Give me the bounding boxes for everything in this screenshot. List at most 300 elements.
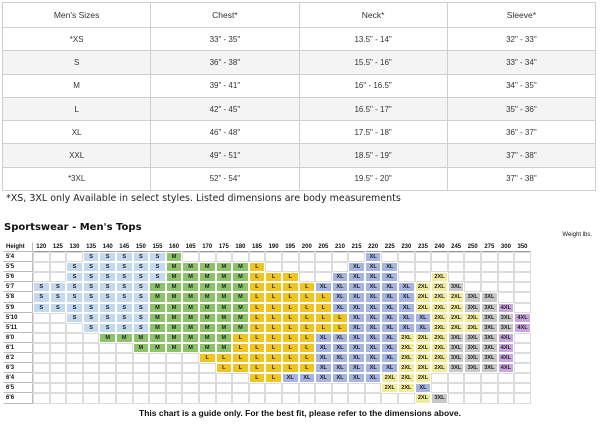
size-cell: S <box>99 323 116 333</box>
weight-column-header: 245 <box>448 242 465 252</box>
size-cell: S <box>50 282 67 292</box>
size-cell: L <box>265 303 282 313</box>
size-cell: XL <box>332 333 349 343</box>
chart-note: This chart is a guide only. For the best fit, please refer to the dimensions above. <box>139 408 461 418</box>
empty-cell <box>299 393 316 403</box>
weight-column-header: 220 <box>365 242 382 252</box>
empty-cell <box>66 383 83 393</box>
size-cell: S <box>99 313 116 323</box>
height-label: Height <box>3 242 33 252</box>
empty-cell <box>398 262 415 272</box>
height-row <box>3 272 531 282</box>
size-cell: 2XL <box>448 303 465 313</box>
table-row <box>3 28 596 51</box>
size-cell: 3XL <box>464 303 481 313</box>
height-row <box>3 333 531 343</box>
size-cell: S <box>99 303 116 313</box>
size-cell: S <box>83 262 100 272</box>
size-cell: XL <box>332 363 349 373</box>
empty-cell <box>83 343 100 353</box>
size-cell: XL <box>365 272 382 282</box>
size-cell: 2XL <box>381 373 398 383</box>
size-cell: L <box>282 272 299 282</box>
column-header: Men's Sizes <box>3 3 151 28</box>
empty-cell <box>83 373 100 383</box>
height-label: 5'4 <box>3 252 33 262</box>
size-cell: 3XL <box>498 323 515 333</box>
table-cell: L <box>3 97 151 120</box>
empty-cell <box>514 292 531 302</box>
size-cell: 2XL <box>398 333 415 343</box>
size-cell: M <box>166 313 183 323</box>
table-row <box>3 121 596 144</box>
empty-cell <box>481 373 498 383</box>
size-cell: L <box>249 303 266 313</box>
size-cell: S <box>83 292 100 302</box>
table-row <box>3 97 596 120</box>
size-cell: L <box>299 323 316 333</box>
size-cell: 3XL <box>464 343 481 353</box>
size-cell: S <box>33 303 50 313</box>
empty-cell <box>498 393 515 403</box>
empty-cell <box>481 272 498 282</box>
size-cell: XL <box>381 333 398 343</box>
empty-cell <box>514 252 531 262</box>
size-cell: XL <box>315 282 332 292</box>
size-cell: L <box>232 363 249 373</box>
size-cell: M <box>216 272 233 282</box>
size-cell: L <box>216 363 233 373</box>
size-cell: L <box>299 343 316 353</box>
size-cell: M <box>216 303 233 313</box>
size-cell: XL <box>365 262 382 272</box>
size-cell: M <box>149 343 166 353</box>
size-cell: L <box>265 343 282 353</box>
empty-cell <box>199 252 216 262</box>
empty-cell <box>514 262 531 272</box>
height-row <box>3 252 531 262</box>
size-cell: L <box>265 333 282 343</box>
empty-cell <box>149 373 166 383</box>
empty-cell <box>282 383 299 393</box>
size-cell: 2XL <box>398 383 415 393</box>
empty-cell <box>249 393 266 403</box>
size-cell: L <box>299 333 316 343</box>
size-cell: XL <box>415 323 432 333</box>
size-cell: M <box>216 343 233 353</box>
size-cell: XL <box>348 292 365 302</box>
size-cell: 2XL <box>415 343 432 353</box>
empty-cell <box>398 252 415 262</box>
empty-cell <box>66 333 83 343</box>
size-cell: 2XL <box>431 323 448 333</box>
height-label: 5'7 <box>3 282 33 292</box>
size-cell: M <box>99 333 116 343</box>
size-cell: M <box>199 262 216 272</box>
size-cell: S <box>99 272 116 282</box>
size-cell: XL <box>381 363 398 373</box>
empty-cell <box>315 262 332 272</box>
table-cell: 17.5" - 18" <box>299 121 447 144</box>
size-cell: XL <box>365 323 382 333</box>
empty-cell <box>431 383 448 393</box>
empty-cell <box>33 262 50 272</box>
size-cell: L <box>232 353 249 363</box>
size-cell: XL <box>332 272 349 282</box>
empty-cell <box>464 272 481 282</box>
empty-cell <box>33 343 50 353</box>
size-cell: M <box>149 303 166 313</box>
height-row <box>3 353 531 363</box>
size-cell: 3XL <box>481 363 498 373</box>
empty-cell <box>415 252 432 262</box>
table-cell: 13.5" - 14" <box>299 28 447 51</box>
empty-cell <box>398 393 415 403</box>
size-cell: 3XL <box>481 313 498 323</box>
size-cell: XL <box>365 252 382 262</box>
size-cell: S <box>133 303 150 313</box>
size-cell: M <box>199 343 216 353</box>
size-cell: 2XL <box>431 303 448 313</box>
weight-label: Weight lbs. <box>562 232 592 238</box>
empty-cell <box>50 272 67 282</box>
size-cell: 3XL <box>498 313 515 323</box>
size-cell: M <box>149 333 166 343</box>
empty-cell <box>166 383 183 393</box>
table-cell: XXL <box>3 144 151 167</box>
size-cell: S <box>50 303 67 313</box>
height-row <box>3 292 531 302</box>
empty-cell <box>116 353 133 363</box>
size-cell: M <box>149 323 166 333</box>
sportswear-title: Sportswear - Men's Tops <box>4 222 142 233</box>
empty-cell <box>50 373 67 383</box>
size-cell: XL <box>381 272 398 282</box>
size-cell: 3XL <box>464 292 481 302</box>
size-cell: XL <box>332 343 349 353</box>
height-row <box>3 383 531 393</box>
size-cell: L <box>249 272 266 282</box>
empty-cell <box>381 393 398 403</box>
empty-cell <box>448 383 465 393</box>
empty-cell <box>33 333 50 343</box>
empty-cell <box>431 262 448 272</box>
size-cell: XL <box>398 282 415 292</box>
size-cell: 2XL <box>464 313 481 323</box>
empty-cell <box>66 393 83 403</box>
size-cell: 2XL <box>431 282 448 292</box>
size-cell: M <box>232 262 249 272</box>
size-cell: M <box>232 282 249 292</box>
size-cell: 4XL <box>514 323 531 333</box>
table-cell: *3XL <box>3 167 151 190</box>
empty-cell <box>365 393 382 403</box>
table-cell: 37" - 38" <box>447 144 595 167</box>
empty-cell <box>431 252 448 262</box>
size-cell: L <box>282 333 299 343</box>
height-row <box>3 262 531 272</box>
size-cell: XL <box>348 282 365 292</box>
size-cell: M <box>149 282 166 292</box>
size-cell: XL <box>332 303 349 313</box>
empty-cell <box>50 323 67 333</box>
empty-cell <box>448 373 465 383</box>
size-cell: XL <box>332 282 349 292</box>
empty-cell <box>83 393 100 403</box>
size-cell: S <box>83 272 100 282</box>
table-cell: 36" - 38" <box>151 51 299 74</box>
empty-cell <box>514 343 531 353</box>
empty-cell <box>398 272 415 282</box>
size-cell: S <box>33 282 50 292</box>
size-cell: 2XL <box>448 323 465 333</box>
empty-cell <box>299 262 316 272</box>
empty-cell <box>232 383 249 393</box>
size-cell: S <box>116 323 133 333</box>
size-cell: L <box>315 292 332 302</box>
empty-cell <box>448 393 465 403</box>
weight-header-row <box>3 242 531 252</box>
size-cell: XL <box>315 343 332 353</box>
height-row <box>3 323 531 333</box>
empty-cell <box>66 343 83 353</box>
size-cell: 2XL <box>431 313 448 323</box>
size-cell: XL <box>348 353 365 363</box>
size-cell: XL <box>348 272 365 282</box>
weight-column-header: 225 <box>381 242 398 252</box>
size-cell: 2XL <box>415 393 432 403</box>
empty-cell <box>216 383 233 393</box>
size-cell: M <box>216 282 233 292</box>
size-cell: L <box>332 313 349 323</box>
empty-cell <box>448 262 465 272</box>
size-cell: L <box>282 353 299 363</box>
empty-cell <box>116 393 133 403</box>
empty-cell <box>33 252 50 262</box>
table-row <box>3 51 596 74</box>
size-cell: 3XL <box>481 303 498 313</box>
empty-cell <box>514 363 531 373</box>
empty-cell <box>50 252 67 262</box>
height-row <box>3 373 531 383</box>
size-cell: S <box>116 303 133 313</box>
size-cell: L <box>282 282 299 292</box>
size-cell: M <box>182 333 199 343</box>
size-cell: S <box>133 262 150 272</box>
height-row <box>3 363 531 373</box>
size-cell: L <box>315 313 332 323</box>
empty-cell <box>464 393 481 403</box>
size-cell: 3XL <box>464 363 481 373</box>
size-cell: S <box>133 272 150 282</box>
table-cell: 52" - 54" <box>151 167 299 190</box>
empty-cell <box>99 343 116 353</box>
size-cell: XL <box>365 353 382 363</box>
weight-column-header: 165 <box>182 242 199 252</box>
empty-cell <box>50 333 67 343</box>
empty-cell <box>315 252 332 262</box>
size-cell: XL <box>348 373 365 383</box>
size-cell: L <box>315 303 332 313</box>
weight-column-header: 185 <box>249 242 266 252</box>
size-cell: XL <box>365 292 382 302</box>
size-cell: 2XL <box>398 353 415 363</box>
empty-cell <box>33 383 50 393</box>
empty-cell <box>166 353 183 363</box>
empty-cell <box>50 343 67 353</box>
empty-cell <box>149 353 166 363</box>
empty-cell <box>299 252 316 262</box>
weight-column-header: 210 <box>332 242 349 252</box>
empty-cell <box>166 363 183 373</box>
table-cell: S <box>3 51 151 74</box>
size-cell: S <box>66 292 83 302</box>
size-cell: XL <box>348 313 365 323</box>
height-label: 5'11 <box>3 323 33 333</box>
size-cell: 2XL <box>415 292 432 302</box>
empty-cell <box>133 393 150 403</box>
size-cell: 2XL <box>415 353 432 363</box>
size-cell: L <box>249 333 266 343</box>
size-cell: M <box>166 272 183 282</box>
table-cell: 16.5" - 17" <box>299 97 447 120</box>
size-cell: M <box>216 323 233 333</box>
size-cell: 3XL <box>431 393 448 403</box>
empty-cell <box>33 393 50 403</box>
table-cell: 39" - 41" <box>151 74 299 97</box>
size-cell: 3XL <box>481 333 498 343</box>
weight-column-header: 190 <box>265 242 282 252</box>
size-cell: XL <box>381 303 398 313</box>
size-cell: L <box>265 292 282 302</box>
table-cell: 33" - 34" <box>447 51 595 74</box>
height-label: 6'2 <box>3 353 33 363</box>
empty-cell <box>199 373 216 383</box>
size-cell: L <box>199 353 216 363</box>
empty-cell <box>282 252 299 262</box>
empty-cell <box>182 373 199 383</box>
size-cell: 2XL <box>398 373 415 383</box>
size-cell: XL <box>332 373 349 383</box>
size-cell: M <box>216 262 233 272</box>
empty-cell <box>481 393 498 403</box>
size-cell: XL <box>381 323 398 333</box>
empty-cell <box>464 373 481 383</box>
size-cell: 3XL <box>464 353 481 363</box>
size-cell: 4XL <box>498 303 515 313</box>
empty-cell <box>514 303 531 313</box>
size-cell: S <box>33 292 50 302</box>
empty-cell <box>249 383 266 393</box>
height-label: 6'1 <box>3 343 33 353</box>
weight-column-header: 275 <box>481 242 498 252</box>
size-cell: M <box>166 262 183 272</box>
empty-cell <box>33 272 50 282</box>
empty-cell <box>99 363 116 373</box>
size-cell: M <box>166 343 183 353</box>
size-cell: S <box>66 262 83 272</box>
weight-column-header: 215 <box>348 242 365 252</box>
size-cell: S <box>83 303 100 313</box>
height-label: 6'6 <box>3 393 33 403</box>
empty-cell <box>182 393 199 403</box>
size-cell: L <box>282 323 299 333</box>
size-cell: M <box>182 272 199 282</box>
size-cell: L <box>299 303 316 313</box>
size-cell: L <box>282 313 299 323</box>
height-label: 5'9 <box>3 303 33 313</box>
size-cell: M <box>149 313 166 323</box>
size-cell: L <box>299 363 316 373</box>
empty-cell <box>332 252 349 262</box>
empty-cell <box>116 373 133 383</box>
empty-cell <box>50 363 67 373</box>
table-cell: XL <box>3 121 151 144</box>
empty-cell <box>66 353 83 363</box>
size-cell: XL <box>348 363 365 373</box>
size-cell: XL <box>332 292 349 302</box>
weight-column-header: 230 <box>398 242 415 252</box>
size-cell: L <box>299 353 316 363</box>
size-cell: XL <box>348 333 365 343</box>
size-cell: 2XL <box>431 363 448 373</box>
size-cell: 4XL <box>498 363 515 373</box>
table-cell: 46" - 48" <box>151 121 299 144</box>
empty-cell <box>514 333 531 343</box>
size-cell: XL <box>415 313 432 323</box>
size-cell: M <box>166 252 183 262</box>
size-cell: M <box>133 343 150 353</box>
empty-cell <box>498 272 515 282</box>
empty-cell <box>83 363 100 373</box>
size-cell: S <box>133 313 150 323</box>
empty-cell <box>315 272 332 282</box>
empty-cell <box>415 272 432 282</box>
empty-cell <box>481 252 498 262</box>
size-cell: L <box>299 282 316 292</box>
empty-cell <box>99 383 116 393</box>
size-cell: L <box>249 373 266 383</box>
size-cell: M <box>116 333 133 343</box>
empty-cell <box>299 383 316 393</box>
size-cell: L <box>249 363 266 373</box>
empty-cell <box>265 383 282 393</box>
size-cell: M <box>182 262 199 272</box>
size-cell: L <box>282 292 299 302</box>
size-cell: L <box>232 343 249 353</box>
empty-cell <box>481 262 498 272</box>
empty-cell <box>431 373 448 383</box>
table-cell: M <box>3 74 151 97</box>
size-cell: L <box>265 313 282 323</box>
empty-cell <box>83 333 100 343</box>
size-cell: XL <box>365 343 382 353</box>
empty-cell <box>133 383 150 393</box>
size-cell: XL <box>348 323 365 333</box>
weight-column-header: 170 <box>199 242 216 252</box>
size-cell: XL <box>381 262 398 272</box>
empty-cell <box>464 262 481 272</box>
size-table <box>2 2 596 191</box>
size-cell: S <box>83 252 100 262</box>
size-cell: M <box>232 323 249 333</box>
table-cell: 36" - 37" <box>447 121 595 144</box>
size-cell: L <box>299 292 316 302</box>
table-cell: 35" - 36" <box>447 97 595 120</box>
empty-cell <box>514 282 531 292</box>
size-cell: S <box>116 292 133 302</box>
empty-cell <box>514 383 531 393</box>
